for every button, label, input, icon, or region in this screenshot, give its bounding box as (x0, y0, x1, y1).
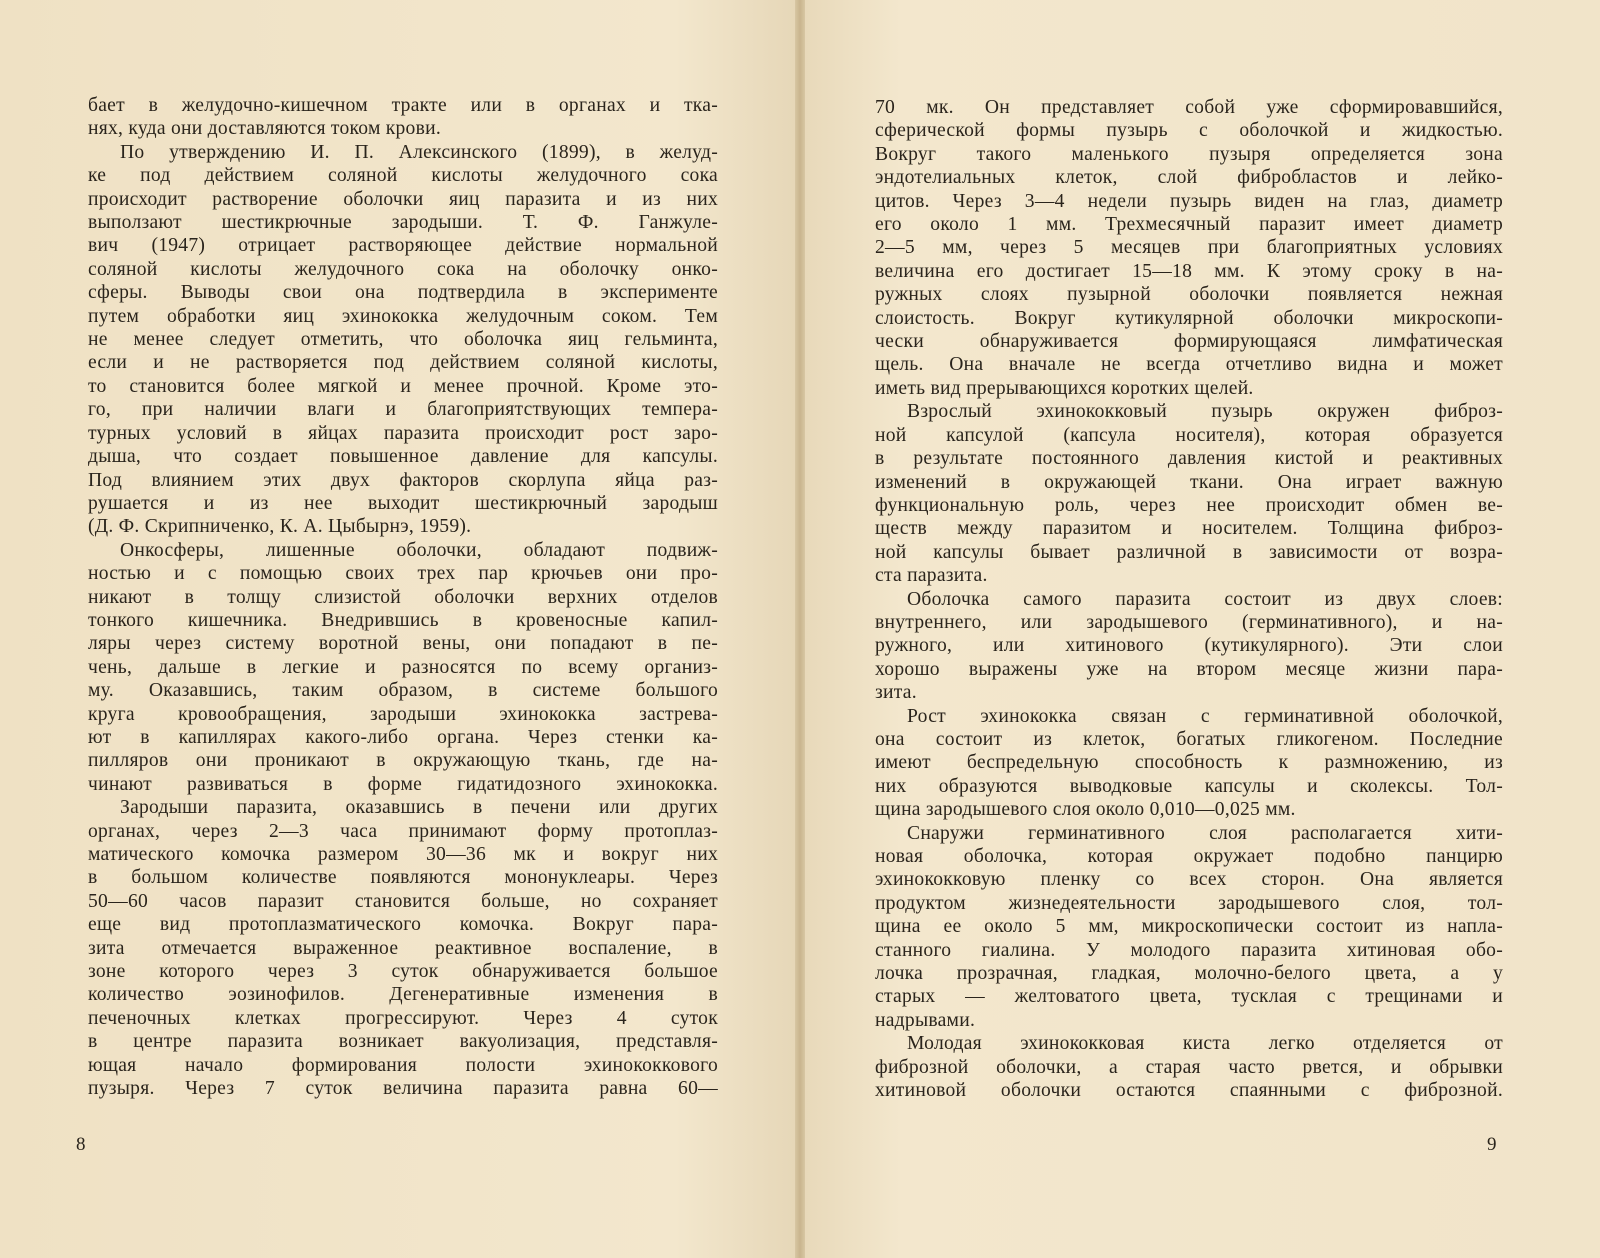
text-line: Оболочка самого паразита состоит из двух слоев: (907, 588, 1503, 610)
text-line: в результате постоянного давления кистой и реактивных (875, 448, 1503, 470)
left-page (0, 0, 795, 1258)
text-line: станного гиалина. У молодого паразита хитиновая обо- (875, 939, 1503, 961)
text-line: хитиновой оболочки остаются спаянными с фиброзной. (875, 1080, 1503, 1102)
text-line: зоне которого через 3 суток обнаруживается большое (88, 961, 718, 983)
text-line: му. Оказавшись, таким образом, в системе большого (88, 680, 718, 702)
text-line: цитов. Через 3—4 недели пузырь виден на глаз, диаметр (875, 190, 1503, 212)
text-line: дыша, что создает повышенное давление для капсулы. (88, 446, 718, 468)
text-line: чинают развиваться в форме гидатидозного эхинококка. (88, 773, 718, 795)
right-page-number: 9 (1487, 1134, 1497, 1155)
text-line: ста паразита. (875, 565, 988, 587)
text-line: Рост эхинококка связан с герминативной оболочкой, (907, 705, 1503, 727)
text-line: матического комочка размером 30—36 мк и вокруг них (88, 844, 718, 865)
text-line: ружных слоях пузырной оболочки появляется нежная (875, 284, 1503, 306)
text-line: турных условий в яйцах паразита происходит рост заро- (88, 422, 718, 444)
text-line: происходит растворение оболочки яиц паразита и из них (88, 188, 718, 210)
text-line: го, при наличии влаги и благоприятствующих темпера- (88, 399, 718, 421)
text-line: ют в капиллярах какого-либо органа. Через стенки ка- (88, 726, 718, 748)
text-line: его около 1 мм. Трехмесячный паразит имеет диаметр (875, 214, 1503, 236)
text-line: щель. Она вначале не всегда отчетливо видна и может (875, 354, 1503, 376)
text-line: в большом количестве появляются мононуклеары. Через (88, 867, 718, 889)
text-line: зита. (875, 682, 917, 704)
text-line: Вокруг такого маленького пузыря определяется зона (875, 143, 1503, 165)
text-line: ной капсулой (капсула носителя), которая образуется (875, 424, 1503, 446)
text-line: Молодая эхинококковая киста легко отделяется от (907, 1033, 1503, 1055)
text-line: иметь вид прерывающихся коротких щелей. (875, 377, 1254, 399)
left-page-number: 8 (76, 1134, 86, 1155)
text-line: не менее следует отметить, что оболочка яиц гельминта, (88, 329, 718, 351)
text-line: никают в толщу слизистой оболочки верхних отделов (88, 586, 718, 608)
text-line: надрывами. (875, 1009, 976, 1031)
text-line: Онкосферы, лишенные оболочки, обладают подвиж- (120, 539, 718, 561)
text-line: она состоит из клеток, богатых гликогеном. Последние (875, 728, 1503, 750)
text-line: вич (1947) отрицает растворяющее действие нормальной (88, 235, 718, 257)
text-line: сферы. Выводы свои она подтвердила в эксперименте (88, 282, 718, 304)
text-line: органах, через 2—3 часа принимают форму протоплаз- (88, 820, 718, 842)
text-line: 50—60 часов паразит становится больше, но сохраняет (88, 890, 718, 912)
text-line: пилляров они проникают в окружающую ткань, где на- (88, 750, 718, 772)
text-line: если и не растворяется под действием соляной кислоты, (88, 352, 718, 374)
text-line: внутреннего, или зародышевого (герминативного), и на- (875, 611, 1503, 633)
text-line: соляной кислоты желудочного сока на оболочку онко- (88, 258, 718, 280)
text-line: ностью и с помощью своих трех пар крючьев они про- (88, 563, 718, 585)
text-line: имеют беспредельную способность к размножению, из (875, 752, 1503, 774)
text-line: пузыря. Через 7 суток величина паразита равна 60— (88, 1078, 718, 1100)
left-page-text (88, 94, 718, 1100)
text-line: ществ между паразитом и носителем. Толщина фиброз- (875, 518, 1503, 540)
text-line: Снаружи герминативного слоя располагается хити- (907, 822, 1503, 844)
text-line: в центре паразита возникает вакуолизация, представля- (88, 1031, 718, 1053)
text-line: путем обработки яиц эхинококка желудочным соком. Тем (88, 305, 718, 327)
text-line: хорошо выражены уже на втором месяце жизни пара- (875, 658, 1503, 680)
text-line: функциональную роль, через нее происходит обмен ве- (875, 494, 1503, 516)
text-line: 70 мк. Он представляет собой уже сформировавшийся, (875, 97, 1503, 118)
text-line: слоистость. Вокруг кутикулярной оболочки микроскопи- (875, 307, 1503, 329)
text-line: По утверждению И. П. Алексинского (1899), в желуд- (120, 141, 718, 163)
text-line: рушается и из нее выходит шестикрючный зародыш (88, 492, 718, 514)
text-line: новая оболочка, которая окружает подобно панцирю (875, 846, 1503, 867)
text-line: печеночных клетках прогрессируют. Через 4 суток (88, 1007, 718, 1029)
text-line: выползают шестикрючные зародыши. Т. Ф. Ганжуле- (88, 212, 718, 234)
text-line: ке под действием соляной кислоты желудочного сока (88, 165, 718, 187)
text-line: круга кровообращения, зародыши эхинококка застрева- (88, 703, 718, 725)
text-line: щина ее около 5 мм, микроскопически состоит из напла- (875, 916, 1503, 938)
text-line: ной капсулы бывает различной в зависимости от возра- (875, 541, 1503, 563)
text-line: ружного, или хитинового (кутикулярного). Эти слои (875, 635, 1503, 657)
text-line: еще вид протоплазматического комочка. Вокруг пара- (88, 914, 718, 936)
text-line: величина его достигает 15—18 мм. К этому сроку в на- (875, 260, 1503, 282)
text-line: ляры через систему воротной вены, они попадают в пе- (88, 633, 718, 655)
book-gutter (795, 0, 805, 1258)
text-line: Взрослый эхинококковый пузырь окружен фиброз- (907, 401, 1503, 423)
text-line: продуктом жизнедеятельности зародышевого слоя, тол- (875, 892, 1503, 914)
right-page (805, 0, 1600, 1258)
text-line: лочка прозрачная, гладкая, молочно-белого цвета, а у (875, 963, 1503, 985)
text-line: (Д. Ф. Скрипниченко, К. А. Цыбырнэ, 1959). (88, 516, 472, 538)
text-line: количество эозинофилов. Дегенеративные изменения в (88, 984, 718, 1006)
right-page-text (875, 96, 1503, 1102)
text-line: то становится более мягкой и менее прочной. Кроме это- (88, 375, 718, 397)
text-line: чески обнаруживается формирующаяся лимфатическая (875, 331, 1503, 353)
text-line: сферической формы пузырь с оболочкой и жидкостью. (875, 120, 1503, 142)
text-line: 2—5 мм, через 5 месяцев при благоприятных условиях (875, 237, 1503, 259)
text-line: эхинококковую пленку со всех сторон. Она является (875, 869, 1503, 891)
text-line: изменений в окружающей ткани. Она играет важную (875, 471, 1503, 493)
text-line: ющая начало формирования полости эхинококкового (88, 1054, 718, 1076)
text-line: них образуются выводковые капсулы и сколексы. Тол- (875, 775, 1503, 797)
text-line: тонкого кишечника. Внедрившись в кровеносные капил- (88, 609, 718, 631)
text-line: зита отмечается выраженное реактивное воспаление, в (88, 937, 718, 959)
text-line: чень, дальше в легкие и разносятся по всему организ- (88, 656, 718, 678)
text-line: Зародыши паразита, оказавшись в печени или других (120, 797, 718, 819)
text-line: бает в желудочно-кишечном тракте или в органах и тка- (88, 95, 718, 116)
text-line: щина зародышевого слоя около 0,010—0,025 мм. (875, 799, 1296, 821)
text-line: Под влиянием этих двух факторов скорлупа яйца раз- (88, 469, 718, 491)
text-line: старых — желтоватого цвета, тусклая с трещинами и (875, 986, 1503, 1008)
text-line: нях, куда они доставляются током крови. (88, 118, 441, 140)
text-line: эндотелиальных клеток, слой фибробластов и лейко- (875, 167, 1503, 189)
text-line: фиброзной оболочки, а старая часто рвется, и обрывки (875, 1056, 1503, 1078)
